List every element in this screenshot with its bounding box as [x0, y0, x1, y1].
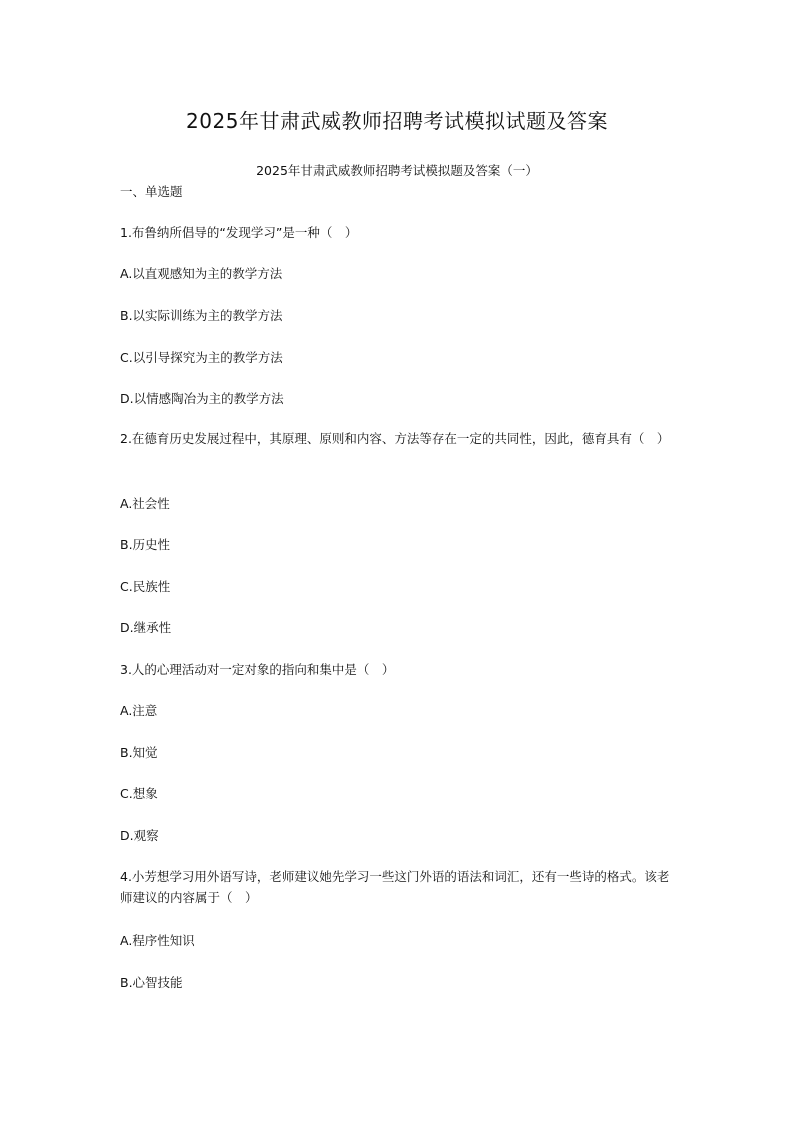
question-option: B.心智技能 [120, 975, 183, 990]
question-option: C.民族性 [120, 579, 171, 594]
question-option: A.注意 [120, 703, 158, 718]
question-stem: 4.小芳想学习用外语写诗，老师建议她先学习一些这门外语的语法和词汇，还有一些诗的格式。该老师建议的内容属于（ ） [120, 869, 670, 905]
question-option: B.知觉 [120, 745, 158, 760]
question-stem: 1.布鲁纳所倡导的“发现学习”是一种（ ） [120, 225, 358, 240]
question-option: D.以情感陶冶为主的教学方法 [120, 391, 284, 406]
question-stem: 2.在德育历史发展过程中，其原理、原则和内容、方法等存在一定的共同性，因此，德育具有（ ） [120, 431, 670, 446]
question-option: C.以引导探究为主的教学方法 [120, 350, 283, 365]
question-option: D.继承性 [120, 620, 172, 635]
section-heading: 一、单选题 [120, 184, 183, 199]
question-stem: 3.人的心理活动对一定对象的指向和集中是（ ） [120, 662, 395, 677]
question-option: A.社会性 [120, 496, 170, 511]
document-title: 2025年甘肃武威教师招聘考试模拟试题及答案 [186, 109, 608, 133]
question-option: C.想象 [120, 786, 158, 801]
question-option: B.以实际训练为主的教学方法 [120, 308, 283, 323]
question-option: D.观察 [120, 828, 159, 843]
question-option: A.程序性知识 [120, 933, 195, 948]
question-option: B.历史性 [120, 537, 171, 552]
question-option: A.以直观感知为主的教学方法 [120, 266, 283, 281]
document-subtitle: 2025年甘肃武威教师招聘考试模拟题及答案（一） [256, 163, 538, 178]
